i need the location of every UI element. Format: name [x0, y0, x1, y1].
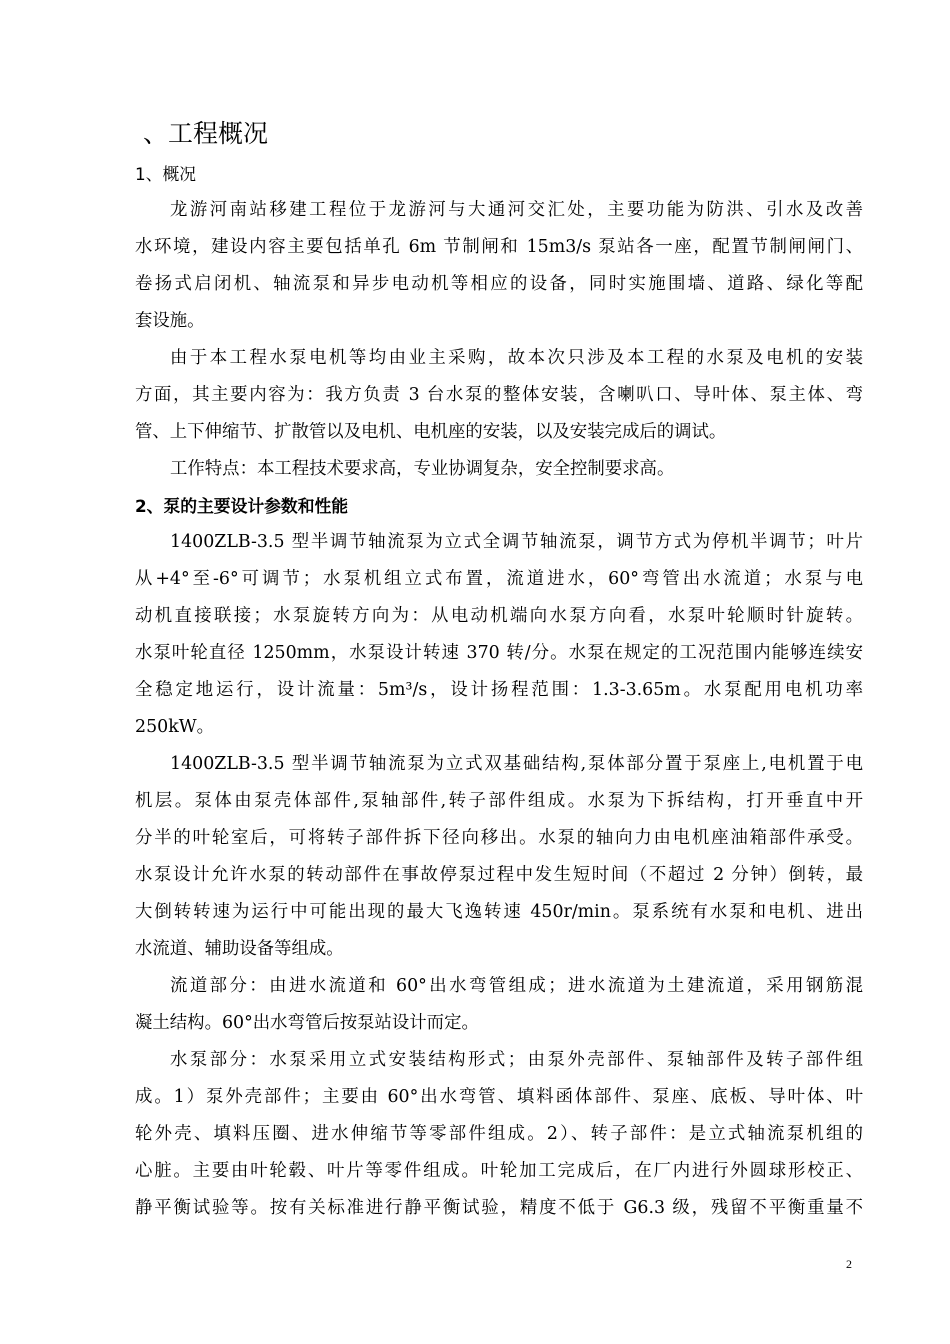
- text-line: 水泵叶轮直径 1250mm，水泵设计转速 370 转/分。水泵在规定的工况范围内能够连续安: [135, 643, 863, 663]
- text-line: 从+4°至-6°可调节；水泵机组立式布置，流道进水，60°弯管出水流道；水泵与电: [135, 569, 863, 589]
- section-heading-pump-parameters: 2、泵的主要设计参数和性能: [135, 496, 349, 516]
- text-line: 由于本工程水泵电机等均由业主采购，故本次只涉及本工程的水泵及电机的安装: [170, 348, 863, 368]
- text-line: 水泵部分：水泵采用立式安装结构形式；由泵外壳部件、泵轴部件及转子部件组: [170, 1050, 863, 1070]
- text-line: 机层。泵体由泵壳体部件,泵轴部件,转子部件组成。水泵为下拆结构，打开垂直中开: [135, 791, 863, 811]
- paragraph-work-features: [135, 451, 863, 488]
- section-heading-overview: 1、概况: [135, 164, 197, 184]
- paragraph-pump-components: [135, 1042, 863, 1227]
- text-line: 管、上下伸缩节、扩散管以及电机、电机座的安装，以及安装完成后的调试。: [135, 422, 727, 442]
- text-line: 分半的叶轮室后，可将转子部件拆下径向移出。水泵的轴向力由电机座油箱部件承受。: [135, 828, 863, 848]
- text-line: 卷扬式启闭机、轴流泵和异步电动机等相应的设备，同时实施围墙、道路、绿化等配: [135, 274, 863, 294]
- text-line: 静平衡试验等。按有关标准进行静平衡试验，精度不低于 G6.3 级，残留不平衡重量不: [135, 1198, 863, 1218]
- document-content: [135, 112, 863, 1227]
- text-line: 成。1）泵外壳部件；主要由 60°出水弯管、填料函体部件、泵座、底板、导叶体、叶: [135, 1087, 863, 1107]
- text-line: 水泵设计允许水泵的转动部件在事故停泵过程中发生短时间（不超过 2 分钟）倒转，最: [135, 865, 863, 885]
- text-line: 1400ZLB-3.5 型半调节轴流泵为立式双基础结构,泵体部分置于泵座上,电机置于电: [170, 754, 863, 774]
- text-line: 全稳定地运行，设计流量：5m³/s，设计扬程范围：1.3-3.65m。水泵配用电机功率: [135, 680, 863, 700]
- text-line: 1400ZLB-3.5 型半调节轴流泵为立式全调节轴流泵，调节方式为停机半调节；叶片: [170, 532, 863, 552]
- text-line: 龙游河南站移建工程位于龙游河与大通河交汇处，主要功能为防洪、引水及改善: [170, 200, 863, 220]
- text-line: 凝土结构。60°出水弯管后按泵站设计而定。: [135, 1013, 479, 1033]
- text-line: 水流道、辅助设备等组成。: [135, 939, 344, 959]
- text-line: 大倒转转速为运行中可能出现的最大飞逸转速 450r/min。泵系统有水泵和电机、进出: [135, 902, 863, 922]
- text-line: 轮外壳、填料压圈、进水伸缩节等零部件组成。2）、转子部件：是立式轴流泵机组的: [135, 1124, 863, 1144]
- text-line: 工作特点：本工程技术要求高，专业协调复杂，安全控制要求高。: [170, 459, 675, 479]
- paragraph-pump-structure: [135, 746, 863, 968]
- paragraph-project-location: [135, 192, 863, 340]
- chapter-title: 、工程概况: [143, 119, 269, 148]
- paragraph-installation-scope: [135, 340, 863, 451]
- text-line: 动机直接联接；水泵旋转方向为：从电动机端向水泵方向看，水泵叶轮顺时针旋转。: [135, 606, 863, 626]
- page-number: 2: [846, 1257, 852, 1271]
- text-line: 流道部分：由进水流道和 60°出水弯管组成；进水流道为土建流道，采用钢筋混: [170, 976, 863, 996]
- text-line: 心脏。主要由叶轮毂、叶片等零件组成。叶轮加工完成后，在厂内进行外圆球形校正、: [135, 1161, 863, 1181]
- text-line: 250kW。: [135, 717, 214, 737]
- paragraph-flow-channel: [135, 968, 863, 1042]
- paragraph-pump-specs: [135, 524, 863, 746]
- text-line: 方面，其主要内容为：我方负责 3 台水泵的整体安装，含喇叭口、导叶体、泵主体、弯: [135, 385, 863, 405]
- text-line: 套设施。: [135, 311, 205, 331]
- text-line: 水环境，建设内容主要包括单孔 6m 节制闸和 15m3/s 泵站各一座，配置节制闸闸门、: [135, 237, 863, 257]
